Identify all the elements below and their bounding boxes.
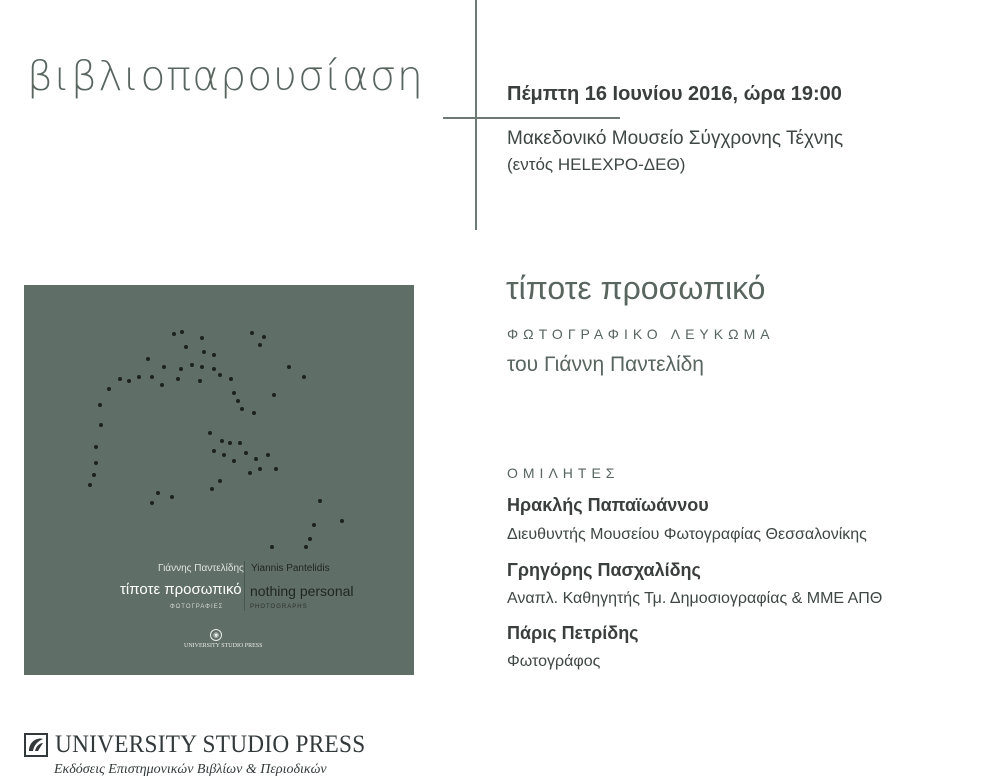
speaker-1-name: Ηρακλής Παπαϊωάννου — [507, 495, 709, 515]
cover-label-english: PHOTOGRAPHS — [250, 604, 308, 610]
speaker-2-role: Αναπλ. Καθηγητής Τμ. Δημοσιογραφίας & ΜΜΕ ΑΠΘ — [507, 590, 883, 607]
publisher-tagline: Εκδόσεις Επιστημονικών Βιβλίων & Περιοδικών — [54, 762, 327, 777]
cover-author-greek: Γιάννης Παντελίδης — [158, 563, 244, 574]
cover-author-english: Yiannis Pantelidis — [251, 563, 330, 574]
publisher-name: UNIVERSITY STUDIO PRESS — [55, 731, 366, 758]
cover-publisher: UNIVERSITY STUDIO PRESS — [184, 643, 263, 649]
speaker-2-name: Γρηγόρης Πασχαλίδης — [507, 560, 701, 580]
book-subtitle: ΦΩΤΟΓΡΑΦΙΚΟ ΛΕΥΚΩΜΑ — [507, 326, 775, 342]
cover-label-greek: ΦΩΤΟΓΡΑΦΙΕΣ — [170, 604, 224, 610]
event-date: Πέμπτη 16 Ιουνίου 2016, ώρα 19:00 — [507, 83, 842, 105]
book-title: τίποτε προσωπικό — [506, 270, 766, 306]
event-venue: Μακεδονικό Μουσείο Σύγχρονης Τέχνης — [507, 128, 844, 149]
cover-divider — [244, 561, 245, 611]
usp-logo-icon — [24, 733, 48, 757]
speaker-1-role: Διευθυντής Μουσείου Φωτογραφίας Θεσσαλονίκης — [507, 526, 867, 543]
cover-dot-pattern — [24, 285, 414, 675]
horizontal-divider-line — [443, 117, 620, 119]
book-author: του Γιάννη Παντελίδη — [507, 353, 704, 376]
event-venue-note: (εντός HELEXPO-ΔΕΘ) — [507, 155, 686, 174]
book-cover-image — [24, 285, 414, 675]
cover-publisher-icon: ◉ — [210, 629, 222, 641]
speaker-3-name: Πάρις Πετρίδης — [507, 623, 639, 643]
cover-title-greek: τίποτε προσωπικό — [120, 581, 242, 598]
event-title: βιβλιοπαρουσίαση — [27, 52, 424, 100]
speakers-heading: ΟΜΙΛΗΤΕΣ — [507, 465, 620, 481]
speaker-3-role: Φωτογράφος — [507, 653, 601, 670]
vertical-divider-line — [475, 0, 477, 230]
cover-title-english: nothing personal — [250, 583, 354, 599]
